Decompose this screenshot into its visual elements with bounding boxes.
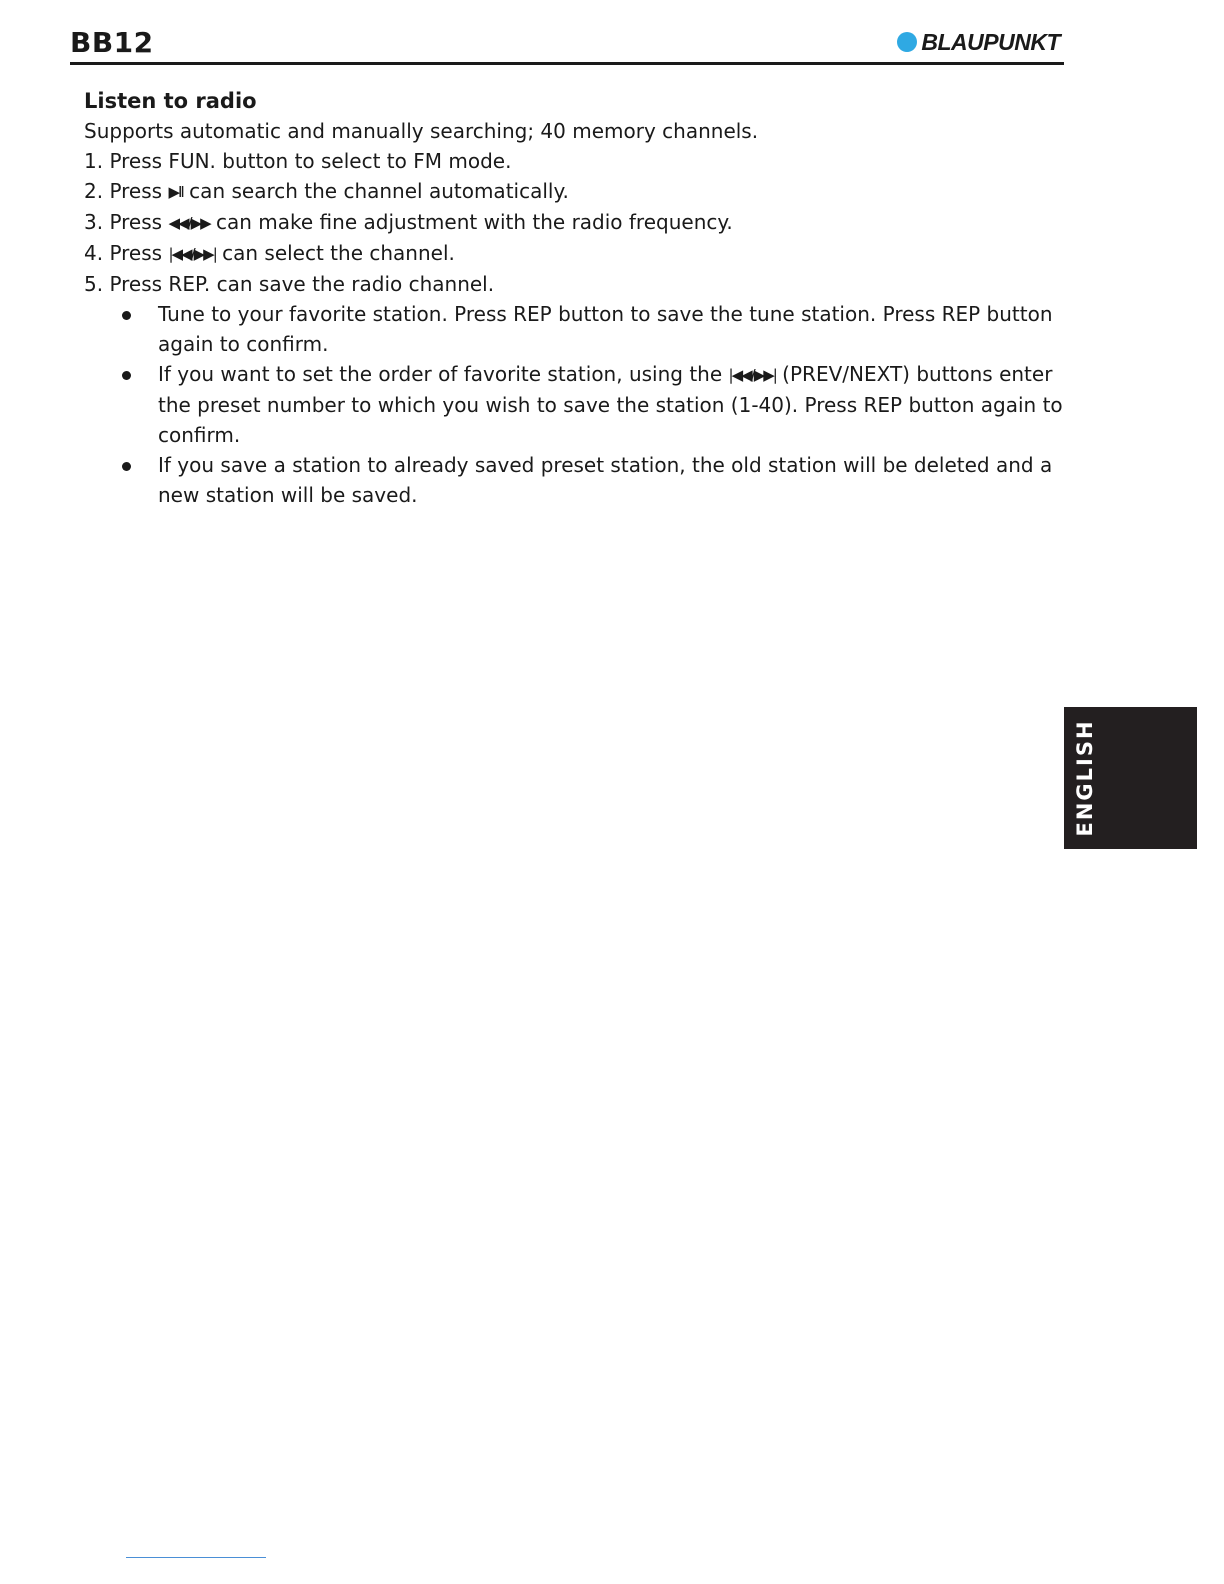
bullet-text: If you save a station to already saved preset station, the old station will be deleted and a new station will be saved. — [158, 453, 1053, 507]
prev-next-icon: |◀◀/▶▶| — [728, 366, 776, 384]
page-header — [70, 24, 1064, 65]
bullet-item — [84, 299, 1074, 359]
prev-next-icon: |◀◀/▶▶| — [168, 245, 216, 263]
step-5 — [84, 269, 1084, 299]
step-1 — [84, 146, 1084, 176]
bullet-text: (PREV/NEXT) buttons enter the preset number to which you wish to save the station (1-40). Press REP button again to confirm. — [158, 362, 1063, 447]
section-intro: Supports automatic and manually searching; 40 memory channels. — [84, 119, 759, 143]
step-text: 5. Press REP. can save the radio channel. — [84, 272, 495, 296]
language-tab-label: ENGLISH — [1073, 719, 1097, 837]
brand-name: BLAUPUNKT — [921, 28, 1060, 55]
bullet-icon — [122, 371, 131, 380]
language-tab — [1064, 707, 1197, 849]
step-text: can search the channel automatically. — [182, 179, 569, 203]
bullet-list — [84, 299, 1084, 510]
bullet-icon — [122, 311, 131, 320]
bullet-item — [84, 450, 1074, 510]
step-text: 2. Press — [84, 179, 169, 203]
rewind-forward-icon: ◀◀/▶▶ — [168, 214, 210, 232]
step-4 — [84, 238, 1084, 269]
brand-logo — [897, 28, 1060, 56]
step-text: can make fine adjustment with the radio frequency. — [209, 210, 733, 234]
bullet-text: Tune to your favorite station. Press REP button to save the tune station. Press REP button again to confirm. — [158, 302, 1053, 356]
brand-dot-icon — [897, 32, 917, 52]
bullet-icon — [122, 462, 131, 471]
section-title: Listen to radio — [84, 89, 257, 113]
step-text: 3. Press — [84, 210, 169, 234]
step-2 — [84, 176, 1084, 207]
bullet-text: If you want to set the order of favorite station, using the — [158, 362, 729, 386]
step-text: 4. Press — [84, 241, 169, 265]
bullet-item — [84, 359, 1074, 450]
step-3 — [84, 207, 1084, 238]
step-text: can select the channel. — [215, 241, 455, 265]
manual-content — [84, 86, 1084, 510]
footer-rule — [126, 1557, 266, 1558]
step-text: 1. Press FUN. button to select to FM mode. — [84, 149, 512, 173]
model-name: BB12 — [70, 26, 154, 59]
play-pause-icon: ▶II — [168, 183, 183, 201]
